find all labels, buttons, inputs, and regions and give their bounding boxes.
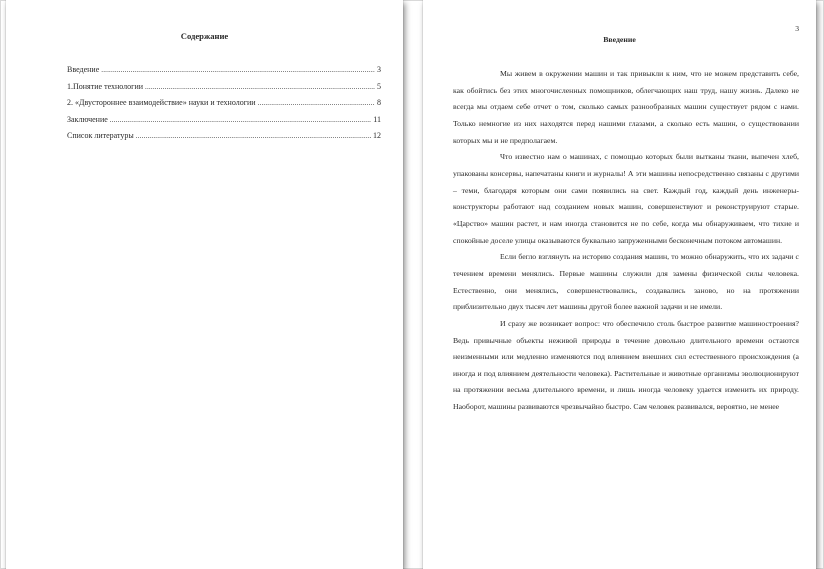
toc-list (67, 64, 381, 147)
toc-item (67, 81, 381, 98)
intro-body (453, 66, 799, 416)
intro-paragraph: И сразу же возникает вопрос: что обеспечило столь быстрое развитие машиностроения? Ведь привычные объекты неживой природы в течение довольно длительного времени остаются неизменными или медленно изменяются под влиянием внешних сил естественного происхождения (а иногда и под влиянием деятельности человека). Растительные и животные организмы эволюционируют на протяжении весьма длительного времени, и лишь иногда человеку удается изменить их природу. Наоборот, машины развиваются чрезвычайно быстро. Сам человек развивался, вероятно, не менее (453, 318, 799, 412)
toc-item (67, 64, 381, 81)
toc-leader-dots (145, 82, 375, 93)
intro-page (423, 0, 816, 569)
intro-title: Введение (603, 35, 636, 44)
toc-title: Содержание (180, 31, 229, 41)
toc-leader-dots (258, 98, 375, 109)
toc-item-page: 3 (377, 65, 381, 74)
intro-paragraph: Что известно нам о машинах, с помощью которых были вытканы ткани, выпечен хлеб, упакованы консервы, напечатаны книги и журналы! А эти машины непосредственно связаны с другими – теми, благодаря которым они сами появились на свет. Каждый год, каждый день инженеры-конструкторы работают над созданием новых машин, совершенствуют и реконструируют старые. «Царство» машин растет, и нам иногда становится не по себе, когда мы обнаруживаем, что тихие и спокойные доселе улицы оказываются буквально запруженными бесконечным потоком автомашин. (453, 152, 799, 245)
toc-item-label: 1.Понятие технологии (67, 81, 144, 91)
toc-item-label: Введение (67, 65, 100, 74)
intro-paragraph: Мы живем в окружении машин и так привыкли к ним, что не можем представить себе, как обойтись без этих многочисленных помощников, облегчающих наш труд, нашу жизнь. Далеко не всегда мы отдаем себе отчет о том, сколько самых разнообразных машин существует рядом с нами. Только немногие из них находятся перед нашими глазами, а сколько есть машин, о существовании которых мы и не предполагаем. (453, 69, 799, 145)
toc-leader-dots (110, 115, 372, 126)
toc-item-label: Заключение (67, 114, 108, 124)
toc-item-page: 11 (373, 114, 381, 124)
toc-item (67, 97, 381, 114)
toc-page (6, 0, 403, 569)
toc-item-page: 8 (377, 98, 381, 107)
toc-item (67, 130, 381, 147)
toc-item-label: Список литературы (67, 131, 134, 140)
toc-leader-dots (136, 131, 371, 142)
toc-item-page: 12 (373, 131, 381, 140)
toc-item-label: 2. «Двустороннее взаимодействие» науки и технологии (67, 98, 256, 107)
toc-item-page: 5 (377, 81, 381, 91)
toc-item (67, 114, 381, 131)
toc-leader-dots (101, 65, 375, 76)
page-number: 3 (795, 24, 799, 33)
intro-paragraph: Если бегло взглянуть на историю создания машин, то можно обнаружить, что их задачи с течением времени менялись. Первые машины служили для замены физической силы человека. Естественно, они менялись, совершенствовались, создавались заново, но на протяжении приблизительно двух тысяч лет машины другой более важной задачи и не имели. (453, 252, 799, 312)
